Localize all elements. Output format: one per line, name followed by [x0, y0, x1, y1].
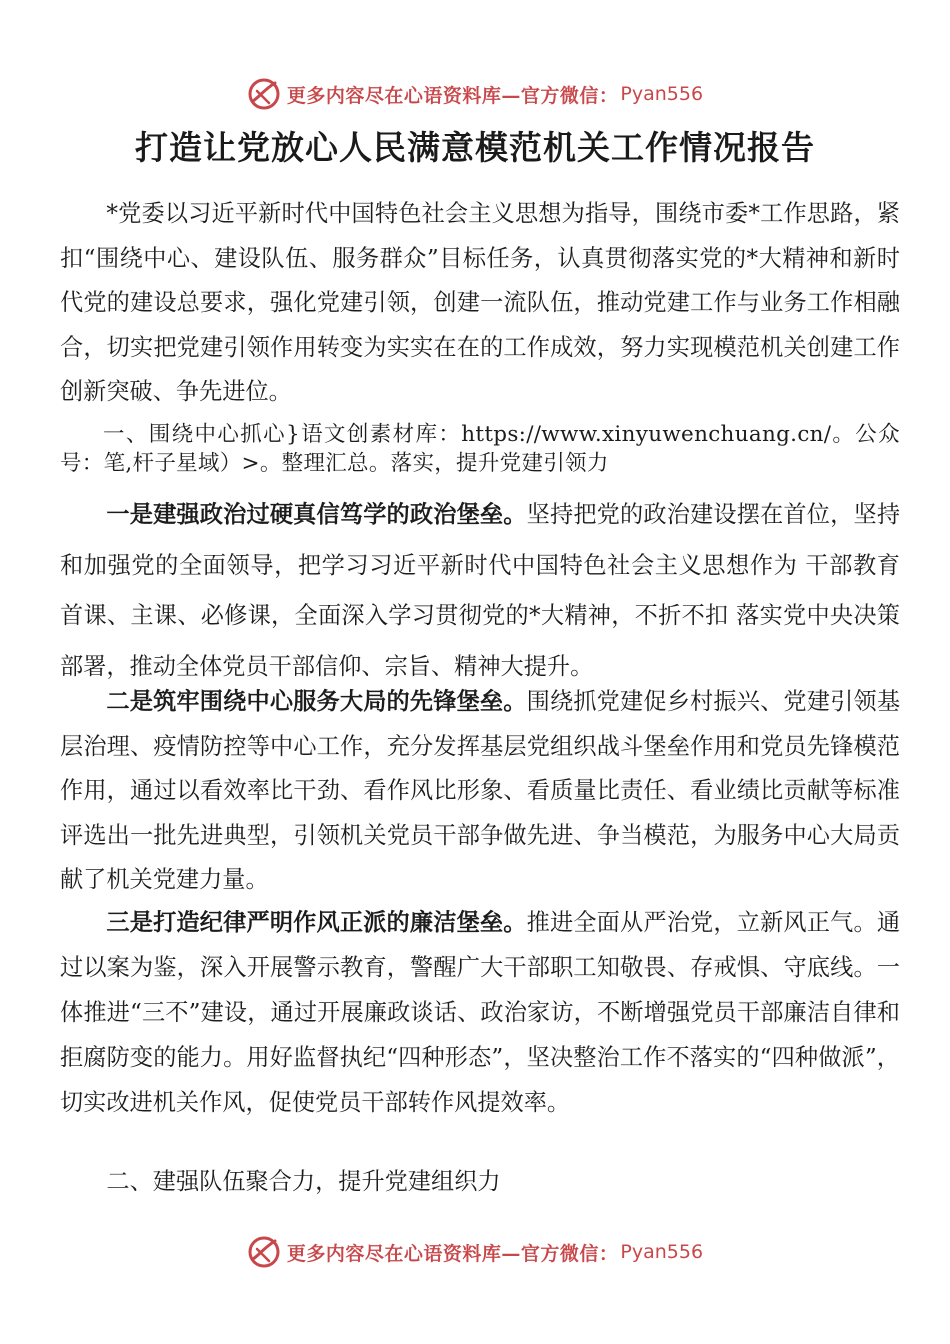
- point-three-body: 推进全面从严治党，立新风正气。通过以案为鉴，深入开展警示教育，警醒广大干部职工知敬畏、存戒惧、守底线。一体推进“三不”建设，通过开展廉政谈话、政治家访，不断增强党员干部廉洁自律和拒腐防变的能力。用好监督执纪“四种形态”，坚决整治工作不落实的“四种做派”，切实改进机关作风，促使党员干部转作风提效率。: [60, 909, 901, 1116]
- point-two-body: 围绕抓党建促乡村振兴、党建引领基层治理、疫情防控等中心工作，充分发挥基层党组织战斗堡垒作用和党员先锋模范作用，通过以看效率比干劲、看作风比形象、看质量比责任、看业绩比贡献等标准评选出一批先进典型，引领机关党员干部争做先进、争当模范，为服务中心大局贡献了机关党建力量。: [60, 688, 901, 893]
- watermark-wechat-id: Pyan556: [620, 83, 704, 105]
- watermark-banner-top: [0, 72, 950, 116]
- point-three-lead: 三是打造纪律严明作风正派的廉洁堡垒。: [106, 909, 527, 936]
- point-two-paragraph: [60, 680, 900, 903]
- point-one-lead: 一是建强政治过硬真信笃学的政治堡垒。: [106, 501, 527, 528]
- point-three-paragraph: [60, 900, 900, 1125]
- section-two-heading: 二、建强队伍聚合力，提升党建组织力: [106, 1168, 501, 1195]
- intro-paragraph: *党委以习近平新时代中国特色社会主义思想为指导，围绕市委*工作思路，紧扣“围绕中心、建设队伍、服务群众”目标任务，认真贯彻落实党的*大精神和新时代党的建设总要求，强化党建引领，创建一流队伍，推动党建工作与业务工作相融合，切实把党建引领作用转变为实实在在的工作成效，努力实现模范机关创建工作创新突破、争先进位。: [60, 200, 900, 405]
- red-seal-logo-icon: [247, 77, 281, 111]
- point-one-paragraph: [60, 490, 900, 692]
- section-one-heading: [60, 420, 900, 478]
- section-one-heading-text: 一、围绕中心抓心}语文创素材库：https://www.xinyuwenchuang.cn/。公众号：笔,杆子星域）>。整理汇总。落实，提升党建引领力: [60, 422, 900, 476]
- point-two-lead: 二是筑牢围绕中心服务大局的先锋堡垒。: [106, 688, 527, 715]
- point-one-body: 坚持把党的政治建设摆在首位，坚持和加强党的全面领导，把学习习近平新时代中国特色社会主义思想作为 干部教育首课、主课、必修课，全面深入学习贯彻党的*大精神，不折不扣 落实党中央决策部署，推动全体党员干部信仰、宗旨、精神大提升。: [60, 501, 901, 680]
- document-title: 打造让党放心人民满意模范机关工作情况报告: [135, 128, 815, 167]
- watermark-banner-bottom: [0, 1230, 950, 1274]
- watermark-text: 更多内容尽在心语资料库—官方微信：: [286, 84, 619, 107]
- red-seal-logo-icon: [247, 1235, 281, 1269]
- watermark-wechat-id: Pyan556: [620, 1241, 704, 1263]
- watermark-text: 更多内容尽在心语资料库—官方微信：: [286, 1242, 619, 1265]
